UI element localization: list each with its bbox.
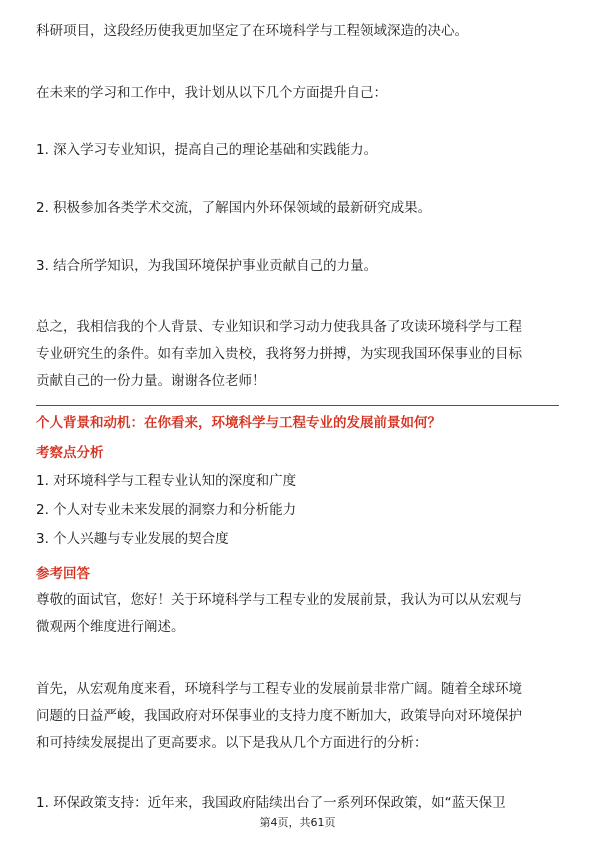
answer-line: 微观两个维度进行阐述。	[36, 619, 185, 635]
answer-line: 首先，从宏观角度来看，环境科学与工程专业的发展前景非常广阔。随着全球环境	[36, 681, 522, 697]
page-number: 第4页，共61页	[259, 816, 336, 829]
plan-item-2: 2. 积极参加各类学术交流，了解国内外环保领域的最新研究成果。	[36, 200, 432, 216]
paragraph-research-experience: 科研项目，这段经历使我更加坚定了在环境科学与工程领域深造的决心。	[36, 23, 468, 39]
question-title: 个人背景和动机：在你看来，环境科学与工程专业的发展前景如何？	[36, 415, 441, 431]
summary-line: 专业研究生的条件。如有幸加入贵校，我将努力拼搏，为实现我国环保事业的目标	[36, 346, 522, 362]
point-item-3: 3. 个人兴趣与专业发展的契合度	[36, 531, 229, 547]
points-heading: 考察点分析	[36, 445, 104, 461]
answer-heading: 参考回答	[36, 566, 90, 582]
plan-item-3: 3. 结合所学知识，为我国环境保护事业贡献自己的力量。	[36, 258, 378, 274]
point-item-2: 2. 个人对专业未来发展的洞察力和分析能力	[36, 502, 297, 518]
summary-line: 总之，我相信我的个人背景、专业知识和学习动力使我具备了攻读环境科学与工程	[36, 319, 522, 335]
paragraph-summary	[36, 314, 559, 395]
summary-line: 贡献自己的一份力量。谢谢各位老师！	[36, 373, 266, 389]
plan-item-1: 1. 深入学习专业知识，提高自己的理论基础和实践能力。	[36, 142, 378, 158]
answer-line: 尊敬的面试官，您好！关于环境科学与工程专业的发展前景，我认为可以从宏观与	[36, 592, 522, 608]
answer-line: 和可持续发展提出了更高要求。以下是我从几个方面进行的分析：	[36, 735, 428, 751]
answer-paragraph-1	[36, 587, 559, 641]
answer-paragraph-3: 1. 环保政策支持：近年来，我国政府陆续出台了一系列环保政策，如“蓝天保卫	[36, 795, 506, 811]
point-item-1: 1. 对环境科学与工程专业认知的深度和广度	[36, 473, 297, 489]
answer-line: 问题的日益严峻，我国政府对环保事业的支持力度不断加大，政策导向对环境保护	[36, 708, 522, 724]
document-page	[36, 0, 559, 842]
paragraph-plan-intro: 在未来的学习和工作中，我计划从以下几个方面提升自己：	[36, 85, 387, 101]
section-divider	[36, 405, 559, 406]
answer-paragraph-2	[36, 676, 559, 757]
